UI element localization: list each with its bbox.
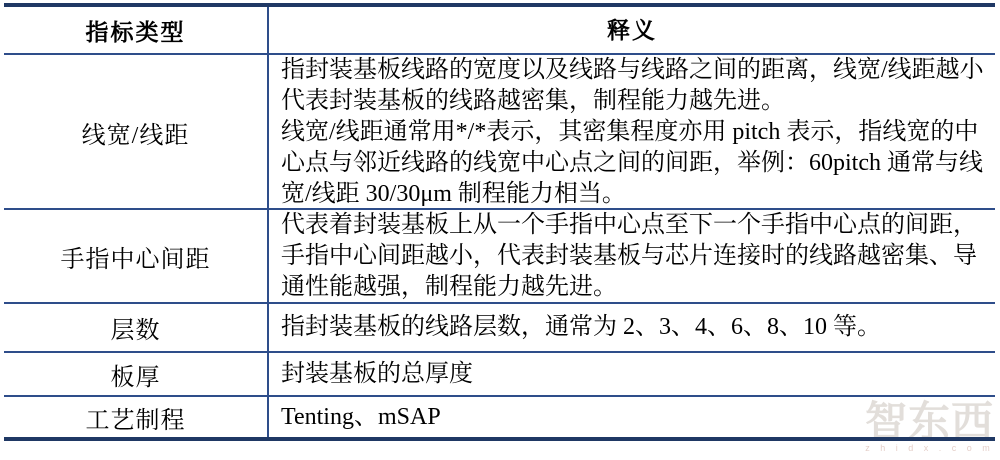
definition-cell (269, 304, 995, 351)
spec-definition-table (4, 3, 995, 445)
definition-cell (269, 353, 995, 395)
table-row (4, 53, 995, 208)
table-row (4, 351, 995, 395)
watermark-text: 智东西 (864, 398, 994, 445)
definition-paragraph: 指封装基板线路的宽度以及线路与线路之间的距离，线宽/线距越小代表封装基板的线路越密集，制程能力越先进。 (281, 57, 984, 114)
table-row (4, 302, 995, 351)
header-cell-indicator-type: 指标类型 (4, 7, 269, 53)
table-header-row (4, 7, 995, 53)
term-line-width-spacing: 线宽/线距 (4, 55, 269, 210)
definition-cell (269, 397, 995, 437)
definition-cell (269, 55, 995, 210)
definition-cell (269, 210, 995, 303)
term-layer-count: 层数 (4, 304, 269, 351)
term-finger-pitch: 手指中心间距 (4, 210, 269, 303)
definition-paragraph: 线宽/线距通常用*/*表示，其密集程度亦用 pitch 表示，指线宽的中心点与邻近线路的线宽中心点之间的间距，举例：60pitch 通常与线宽/线距 30/30μm 制程能力相当。 (281, 119, 983, 207)
term-process-technology: 工艺制程 (4, 397, 269, 437)
table-row (4, 395, 995, 437)
watermark-subtext: z h i d x . c o m (865, 443, 994, 453)
term-board-thickness: 板厚 (4, 353, 269, 395)
definition-paragraph: 封装基板的总厚度 (281, 360, 473, 387)
table-row (4, 208, 995, 302)
header-cell-definition: 释义 (607, 17, 657, 43)
definition-paragraph: 代表着封装基板上从一个手指中心点至下一个手指中心点的间距，手指中心间距越小，代表封装基板与芯片连接时的线路越密集、导通性能越强，制程能力越先进。 (281, 212, 977, 300)
definition-paragraph: Tenting、mSAP (281, 403, 441, 430)
definition-paragraph: 指封装基板的线路层数，通常为 2、3、4、6、8、10 等。 (281, 314, 881, 340)
